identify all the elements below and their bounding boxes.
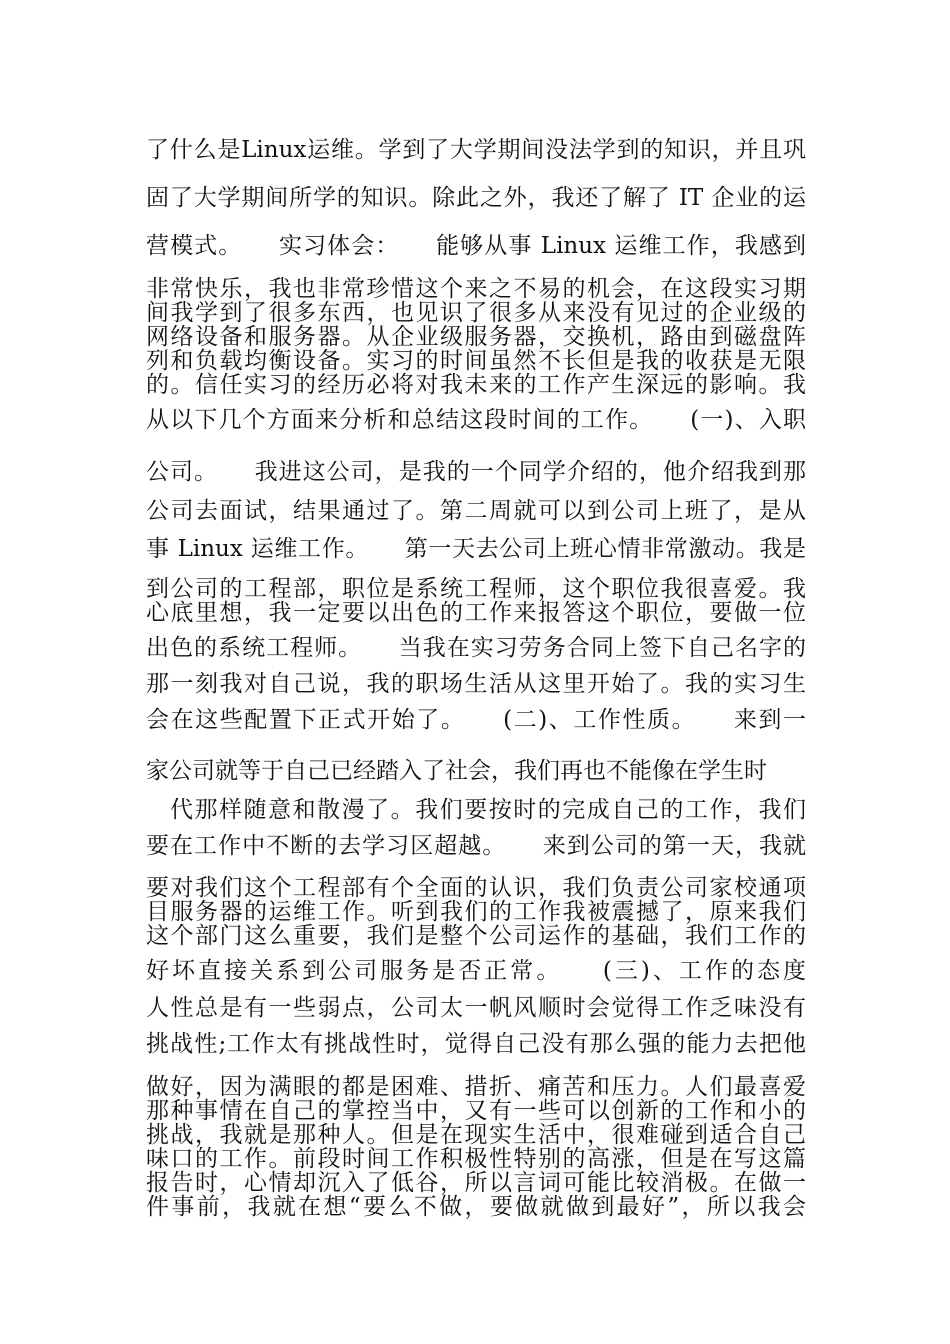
text-line-13: 到公司的工程部，职位是系统工程师，这个职位我很喜爱。我: [146, 576, 806, 602]
text-line-3: 营模式。 实习体会： 能够从事 Linux 运维工作，我感到: [146, 233, 806, 259]
text-line-1: 了什么是Linux运维。学到了大学期间没法学到的知识，并且巩: [146, 137, 806, 163]
text-line-29: 挑战，我就是那种人。但是在现实生活中，很难碰到适合自己: [146, 1122, 806, 1148]
text-line-18: 家公司就等于自己已经踏入了社会，我们再也不能像在学生时: [146, 758, 767, 784]
text-line-5: 间我学到了很多东西，也见识了很多从来没有见过的企业级的: [146, 300, 806, 326]
text-line-15: 出色的系统工程师。 当我在实习劳务合同上签下自己名字的: [146, 635, 806, 661]
text-line-28: 那种事情在自己的掌控当中，又有一些可以创新的工作和小的: [146, 1098, 806, 1124]
text-line-21: 要对我们这个工程部有个全面的认识，我们负责公司家校通项: [146, 875, 806, 901]
text-line-24: 好坏直接关系到公司服务是否正常。 (三)、工作的态度: [146, 958, 806, 984]
text-line-32: 件事前，我就在想“要么不做，要做就做到最好”，所以我会: [146, 1194, 806, 1220]
text-line-23: 这个部门这么重要，我们是整个公司运作的基础，我们工作的: [146, 923, 806, 949]
text-line-22: 目服务器的运维工作。听到我们的工作我被震撼了，原来我们: [146, 899, 806, 925]
text-line-10: 公司。 我进这公司，是我的一个同学介绍的，他介绍我到那: [146, 459, 806, 485]
text-line-31: 报告时，心情却沉入了低谷，所以言词可能比较消极。在做一: [146, 1170, 806, 1196]
text-line-26: 挑战性;工作太有挑战性时，觉得自己没有那么强的能力去把他: [146, 1031, 806, 1057]
text-line-9: 从以下几个方面来分析和总结这段时间的工作。 (一)、入职: [146, 407, 806, 433]
text-line-2: 固了大学期间所学的知识。除此之外，我还了解了 IT 企业的运: [146, 185, 806, 211]
text-line-7: 列和负载均衡设备。实习的时间虽然不长但是我的收获是无限: [146, 348, 806, 374]
text-line-30: 味口的工作。前段时间工作积极性特别的高涨，但是在写这篇: [146, 1146, 806, 1172]
text-line-11: 公司去面试，结果通过了。第二周就可以到公司上班了，是从: [146, 498, 806, 524]
text-line-14: 心底里想，我一定要以出色的工作来报答这个职位，要做一位: [146, 600, 806, 626]
text-line-4: 非常快乐，我也非常珍惜这个来之不易的机会，在这段实习期: [146, 276, 806, 302]
text-line-27: 做好，因为满眼的都是困难、措折、痛苦和压力。人们最喜爱: [146, 1074, 806, 1100]
text-line-6: 网络设备和服务器。从企业级服务器，交换机，路由到磁盘阵: [146, 324, 806, 350]
text-line-25: 人性总是有一些弱点，公司太一帆风顺时会觉得工作乏味没有: [146, 995, 806, 1021]
text-line-12: 事 Linux 运维工作。 第一天去公司上班心情非常激动。我是: [146, 536, 806, 562]
text-line-17: 会在这些配置下正式开始了。 (二)、工作性质。 来到一: [146, 707, 806, 733]
text-line-19: 代那样随意和散漫了。我们要按时的完成自己的工作，我们: [170, 797, 806, 823]
text-line-16: 那一刻我对自己说，我的职场生活从这里开始了。我的实习生: [146, 671, 806, 697]
text-line-20: 要在工作中不断的去学习区超越。 来到公司的第一天，我就: [146, 833, 806, 859]
text-line-8: 的。信任实习的经历必将对我未来的工作产生深远的影响。我: [146, 372, 806, 398]
